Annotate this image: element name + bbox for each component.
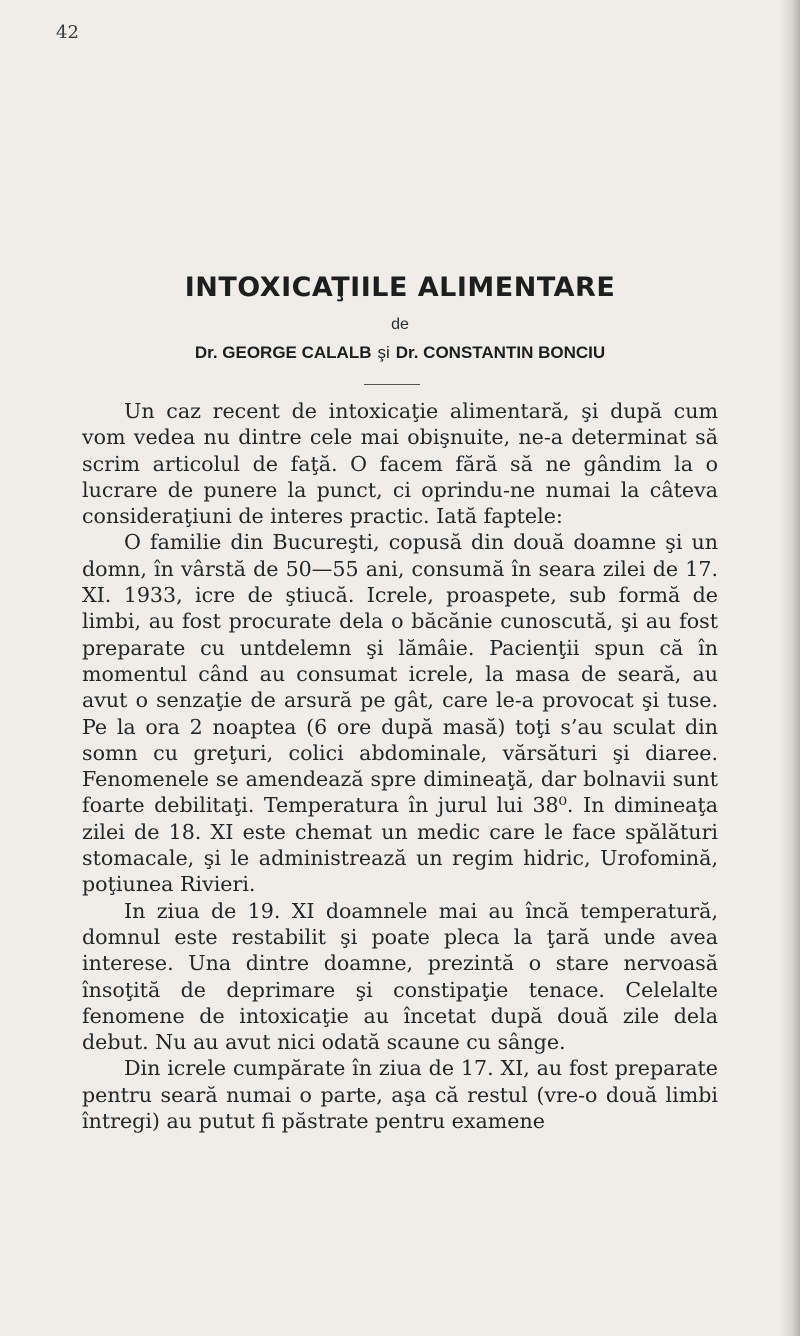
author-1: Dr. GEORGE CALALB — [194, 343, 372, 362]
paragraph: O familie din Bucureşti, copusă din două doamne şi un domn, în vârstă de 50—55 ani, consumă în seara zilei de 17. XI. 1933, icre de ştiucă. Icrele, proaspete, sub formă de limbi, au fost procurate dela o băcănie cunoscută, şi au fost preparate cu untdelemn şi lămâie. Pacienţii spun că în momentul când au consumat icrele, la masa de seară, au avut o senzaţie de arsură pe gât, care le-a provocat şi tuse. Pe la ora 2 noaptea (6 ore după masă) toţi s’au sculat din somn cu greţuri, colici abdominale, vărsături şi diaree. Fenomenele se amendează spre dimineaţă, dar bolnavii sunt foarte debilitaţi. Temperatura în jurul lui 38⁰. In dimineaţa zilei de 18. XI este chemat un medic care le face spălături stomacale, şi le administrează un regim hidric, Urofomină, poţiunea Rivieri. — [82, 530, 718, 897]
author-conjunction: şi — [377, 343, 390, 362]
article-body — [82, 398, 718, 1134]
byline-de: de — [391, 316, 409, 333]
author-2: Dr. CONSTANTIN BONCIU — [395, 343, 606, 362]
title-divider — [364, 384, 420, 385]
byline-authors — [0, 343, 800, 363]
paragraph: Un caz recent de intoxicaţie alimentară, şi după cum vom vedea nu dintre cele mai obişnuite, ne-a determinat să scrim articolul de faţă. O facem fără să ne gândim la o lucrare de punere la punct, ci oprindu-ne numai la câteva consideraţiuni de interes practic. Iată faptele: — [82, 399, 718, 529]
page-edge-shadow — [778, 0, 800, 1336]
article-title: INTOXICAŢIILE ALIMENTARE — [184, 272, 616, 303]
paragraph: Din icrele cumpărate în ziua de 17. XI, au fost preparate pentru seară numai o parte, aşa că restul (vre-o două limbi întregi) au putut fi păstrate pentru examene — [82, 1056, 718, 1134]
paragraph: In ziua de 19. XI doamnele mai au încă temperatură, domnul este restabilit şi poate pleca la ţară unde avea interese. Una dintre doamne, prezintă o stare nervoasă însoţită de deprimare şi constipaţie tenace. Celelalte fenomene de intoxicaţie au încetat după două zile dela debut. Nu au avut nici odată scaune cu sânge. — [82, 898, 718, 1055]
page-number: 42 — [56, 22, 79, 43]
